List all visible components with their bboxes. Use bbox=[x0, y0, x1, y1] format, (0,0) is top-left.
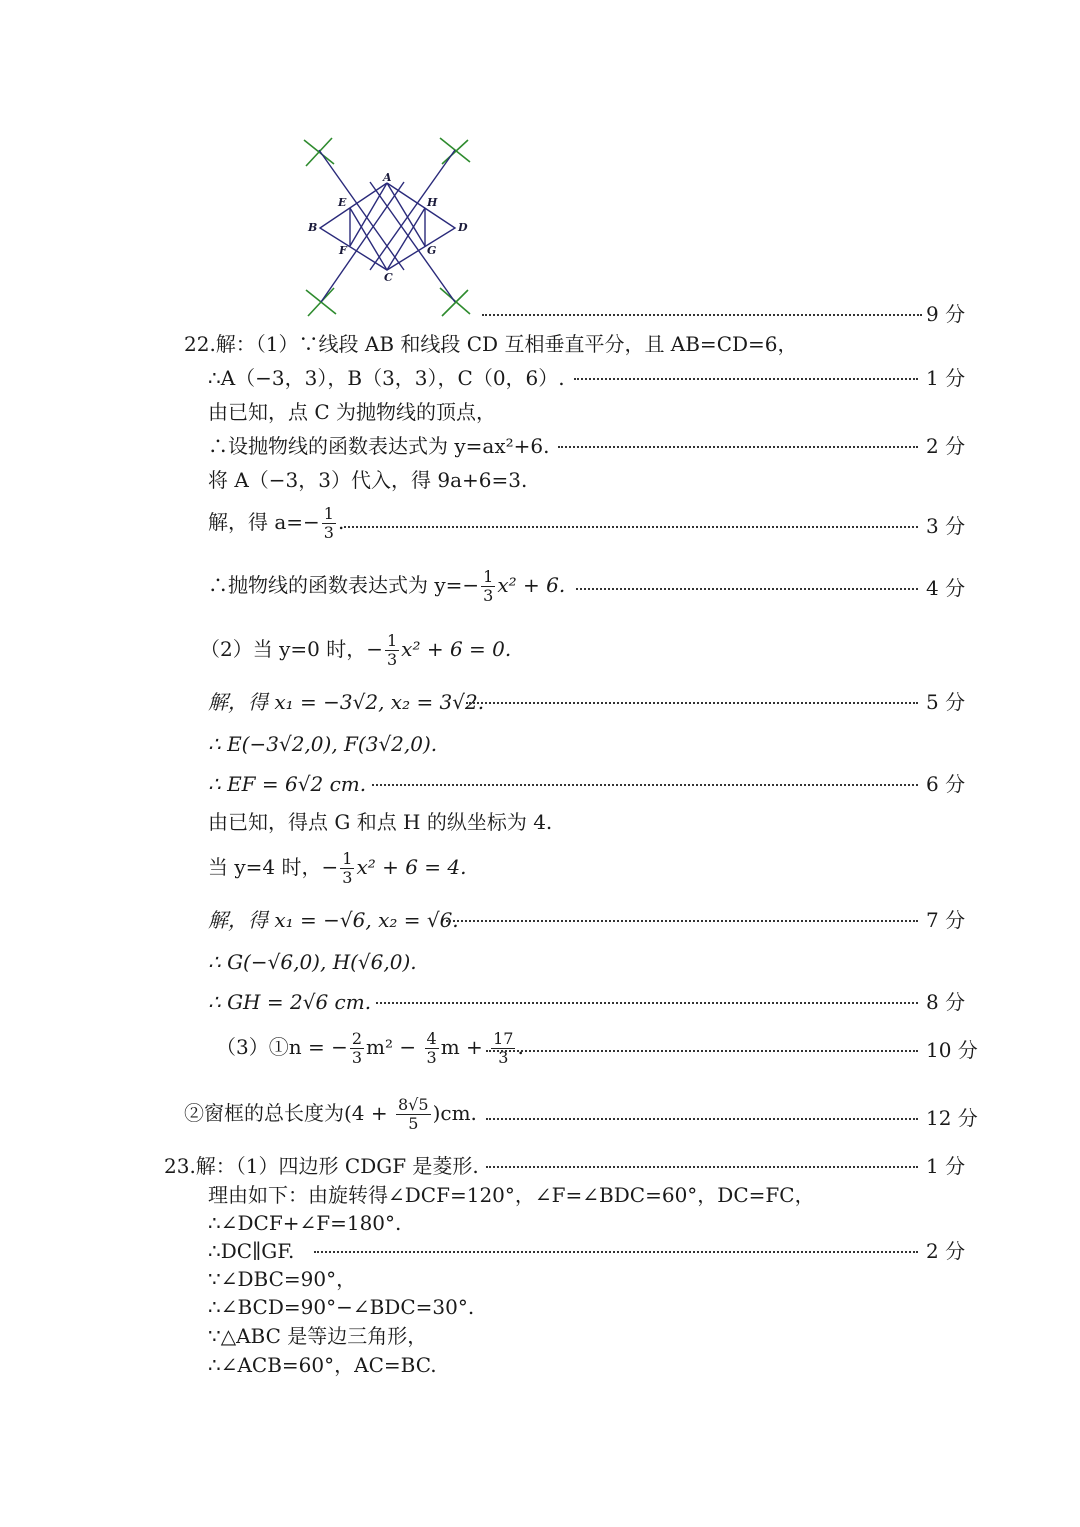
score: 4 分 bbox=[926, 576, 966, 600]
solution-line: 解，得 x₁ = −√6, x₂ = √6. bbox=[208, 908, 459, 932]
fraction: $\frac{1}{3}$ bbox=[342, 849, 353, 887]
solution-line: ∴∠ACB=60°，AC=BC. bbox=[208, 1353, 437, 1377]
solution-line: （2）当 y=0 时，− $\frac{1}{3}$ x² + 6 = 0. bbox=[200, 631, 512, 669]
leader-dots bbox=[344, 526, 918, 528]
solution-line: 解，得 x₁ = −3√2, x₂ = 3√2. bbox=[208, 690, 485, 714]
solution-line: 解，得 a=− $\frac{1}{3}$ . bbox=[208, 504, 345, 542]
leader-dots bbox=[482, 314, 922, 316]
label-f: F bbox=[339, 244, 347, 257]
fraction: $\frac{4}{3}$ bbox=[426, 1029, 437, 1067]
leader-dots bbox=[574, 378, 918, 380]
solution-line: 当 y=4 时，− $\frac{1}{3}$ x² + 6 = 4. bbox=[208, 849, 467, 887]
problem-22-header: 22.解：（1）∵线段 AB 和线段 CD 互相垂直平分，且 AB=CD=6， bbox=[184, 332, 798, 356]
score: 1 分 bbox=[926, 1154, 966, 1178]
leader-dots bbox=[314, 1251, 918, 1253]
score: 6 分 bbox=[926, 772, 966, 796]
score: 10 分 bbox=[926, 1038, 978, 1062]
score: 8 分 bbox=[926, 990, 966, 1014]
leader-dots bbox=[558, 446, 918, 448]
label-c: C bbox=[384, 271, 393, 284]
solution-line: （3）①n = − $\frac{2}{3}$ m² − $\frac{4}{3}$ m + $\frac{17}{3}$ . bbox=[216, 1029, 524, 1067]
leader-dots bbox=[486, 1118, 918, 1120]
label-e: E bbox=[338, 196, 347, 209]
score: 1 分 bbox=[926, 366, 966, 390]
solution-line: 理由如下：由旋转得∠DCF=120°，∠F=∠BDC=60°，DC=FC， bbox=[208, 1183, 815, 1207]
leader-dots bbox=[376, 1002, 918, 1004]
fraction: $\frac{1}{3}$ bbox=[323, 504, 334, 542]
solution-line: ∴DC∥GF. bbox=[208, 1239, 295, 1263]
solution-line: ∴设抛物线的函数表达式为 y=ax²+6. bbox=[208, 434, 550, 458]
fraction: $\frac{1}{3}$ bbox=[386, 631, 398, 669]
leader-dots bbox=[486, 1050, 918, 1052]
solution-line: ∴ G(−√6,0), H(√6,0). bbox=[208, 950, 417, 974]
label-a: A bbox=[383, 171, 392, 184]
score: 7 分 bbox=[926, 908, 966, 932]
fraction: $\frac{2}{3}$ bbox=[351, 1029, 363, 1067]
label-h: H bbox=[427, 196, 438, 209]
score: 12 分 bbox=[926, 1106, 978, 1130]
label-b: B bbox=[308, 221, 318, 234]
score: 5 分 bbox=[926, 690, 966, 714]
solution-line: 由已知，得点 G 和点 H 的纵坐标为 4. bbox=[208, 810, 553, 834]
solution-line: ∴ EF = 6√2 cm. bbox=[208, 772, 367, 796]
fraction: $\frac{8√5}{5}$ bbox=[398, 1095, 429, 1133]
score: 2 分 bbox=[926, 434, 966, 458]
fraction: $\frac{17}{3}$ bbox=[493, 1029, 514, 1067]
solution-line: ②窗框的总长度为(4 + $\frac{8√5}{5}$ )cm. bbox=[184, 1095, 477, 1133]
leader-dots bbox=[446, 920, 918, 922]
solution-line: ∴A（−3，3），B（3，3），C（0，6）. bbox=[208, 366, 565, 390]
solution-line: ∵∠DBC=90°， bbox=[208, 1267, 357, 1291]
solution-line: ∴ E(−3√2,0), F(3√2,0). bbox=[208, 732, 438, 756]
solution-line: 由已知，点 C 为抛物线的顶点， bbox=[208, 400, 497, 424]
problem-23-header: 23.解：（1）四边形 CDGF 是菱形. bbox=[164, 1154, 479, 1178]
solution-line: ∴ GH = 2√6 cm. bbox=[208, 990, 372, 1014]
leader-dots bbox=[372, 784, 918, 786]
leader-dots bbox=[576, 588, 918, 590]
solution-line: ∴∠DCF+∠F=180°. bbox=[208, 1211, 402, 1235]
label-g: G bbox=[427, 244, 437, 257]
label-d: D bbox=[458, 221, 468, 234]
score: 9 分 bbox=[926, 302, 966, 326]
score: 3 分 bbox=[926, 514, 966, 538]
solution-line: ∵△ABC 是等边三角形， bbox=[208, 1324, 428, 1348]
solution-line: ∴∠BCD=90°−∠BDC=30°. bbox=[208, 1295, 475, 1319]
leader-dots bbox=[466, 702, 918, 704]
score: 2 分 bbox=[926, 1239, 966, 1263]
solution-line: 将 A（−3，3）代入，得 9a+6=3. bbox=[208, 468, 528, 492]
leader-dots bbox=[486, 1166, 918, 1168]
geometry-figure bbox=[290, 128, 480, 323]
fraction: $\frac{1}{3}$ bbox=[483, 567, 494, 605]
solution-line: ∴抛物线的函数表达式为 y=− $\frac{1}{3}$ x² + 6. bbox=[208, 567, 566, 605]
